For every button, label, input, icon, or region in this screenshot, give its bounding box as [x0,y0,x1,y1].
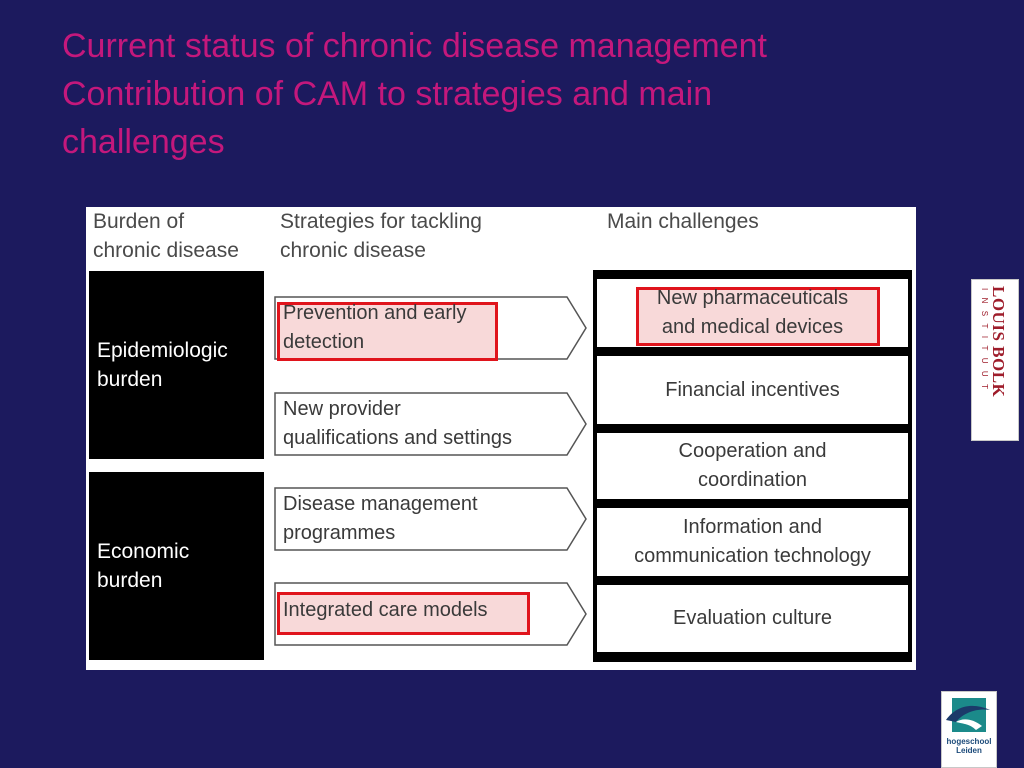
challenge-pharmaceuticals-line-1: New pharmaceuticals [656,287,849,309]
header-challenges-line-1: Main challenges [607,210,759,233]
burden-economic [89,472,264,660]
hogeschool-leiden-logo [941,691,997,768]
burden-epidemiologic [89,271,264,459]
challenge-cooperation-line-1: Cooperation and [678,440,827,462]
challenge-evaluation [597,585,908,652]
strategy-new-provider-line-1: New provider [283,398,401,420]
burden-epidemiologic-line-1: Epidemiologic [97,339,228,362]
louis-bolk-logo [971,279,1019,441]
burden-epidemiologic-line-2: burden [97,368,163,391]
challenges-column [593,270,912,662]
title-line-3: challenges [62,123,225,161]
title-line-2: Contribution of CAM to strategies and main [62,75,713,113]
challenge-cooperation-line-2: coordination [698,469,807,491]
burden-economic-line-1: Economic [97,540,190,563]
strategy-prevention [274,296,589,360]
strategy-integrated-care [274,582,589,646]
strategy-diagram [86,207,916,670]
challenge-ict-line-2: communication technology [634,545,871,567]
strategy-prevention-line-2: detection [283,331,365,353]
header-burden-line-1: Burden of [93,210,185,233]
challenge-cooperation [597,433,908,499]
strategy-disease-management-line-2: programmes [283,522,396,544]
strategy-disease-management [274,487,589,551]
challenge-pharmaceuticals-line-2: and medical devices [661,316,844,338]
challenge-financial-line-1: Financial incentives [665,378,840,401]
hogeschool-line-1: hogeschool [946,737,992,746]
strategy-new-provider-line-2: qualifications and settings [283,427,513,449]
hogeschool-emblem-icon [942,696,996,740]
header-challenges [607,207,759,236]
strategy-prevention-line-1: Prevention and early [283,302,467,324]
challenge-evaluation-line-1: Evaluation culture [673,607,832,629]
title-line-1: Current status of chronic disease management [62,27,767,65]
burden-economic-line-2: burden [97,569,163,592]
strategy-integrated-care-line-1: Integrated care models [283,599,488,621]
header-burden-line-2: chronic disease [93,239,239,262]
challenge-ict [597,508,908,576]
challenge-ict-line-1: Information and [683,516,822,538]
header-strategies [280,207,482,265]
challenge-pharmaceuticals [597,279,908,347]
hogeschool-line-2: Leiden [956,746,982,755]
slide-title [62,22,962,166]
louis-bolk-subtitle: INSTITUUT [980,288,989,397]
header-strategies-line-1: Strategies for tackling [280,210,482,233]
strategy-new-provider [274,392,589,456]
challenge-financial [597,356,908,424]
strategy-disease-management-line-1: Disease management [283,493,478,515]
header-strategies-line-2: chronic disease [280,239,426,262]
header-burden [93,207,239,265]
louis-bolk-name: LOUIS BOLK [989,286,1008,398]
